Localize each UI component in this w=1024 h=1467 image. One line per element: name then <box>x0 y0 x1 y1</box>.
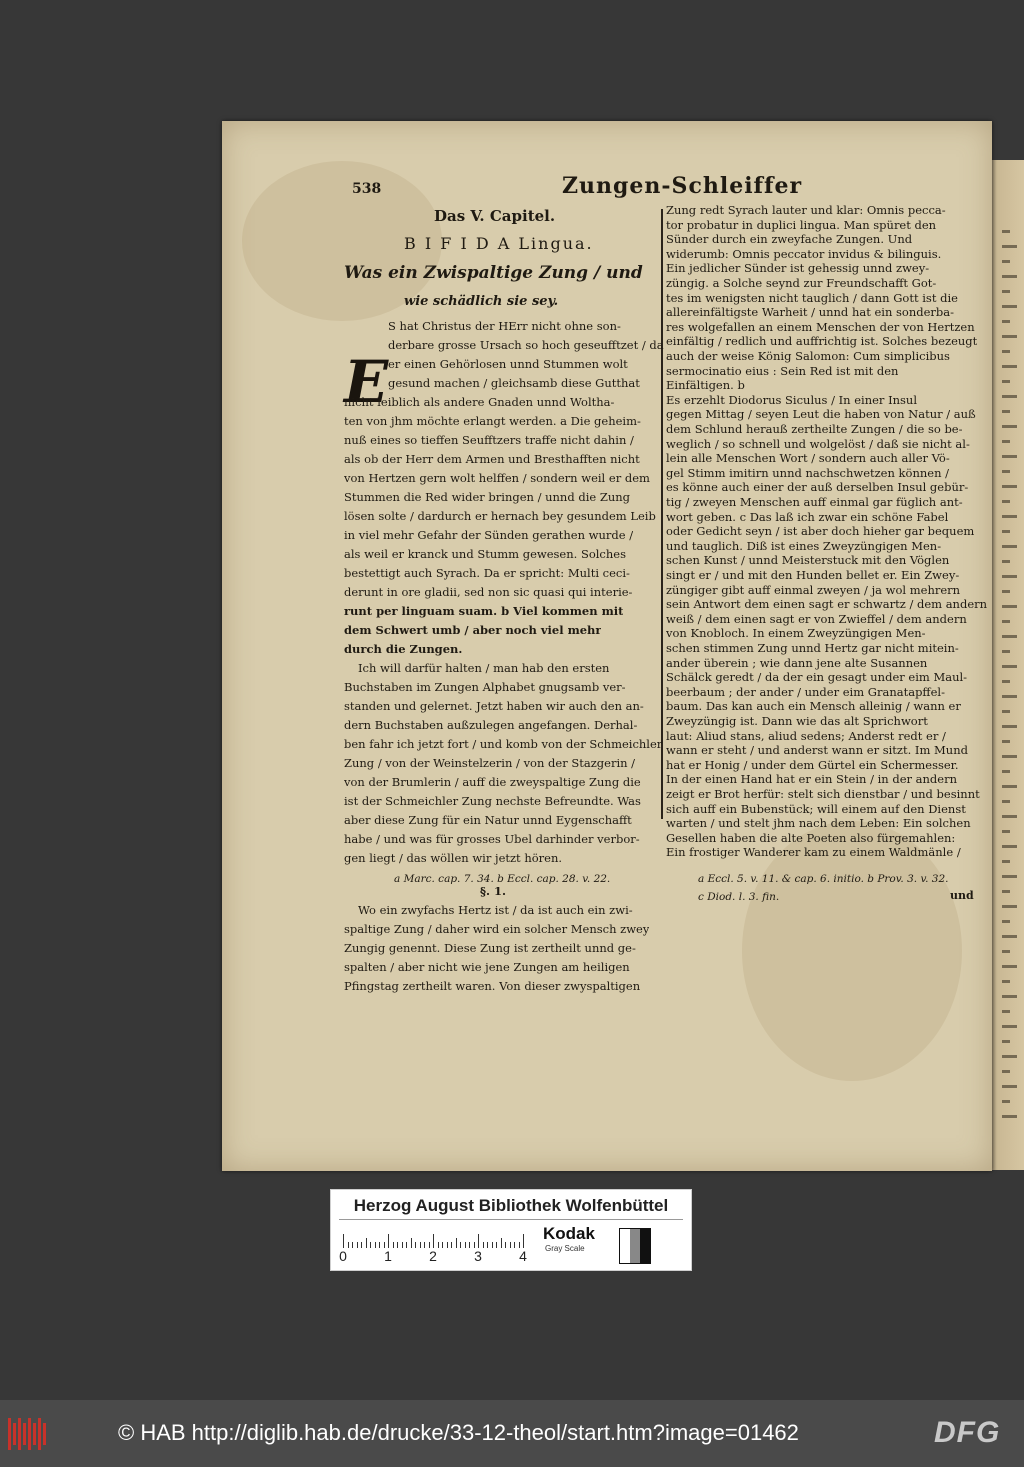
text-line: Pfingstag zertheilt waren. Von dieser zwyspaltigen <box>344 979 641 993</box>
text-fragment <box>1002 785 1017 788</box>
ruler-tick <box>352 1242 353 1248</box>
text-line: dem Schwert umb / aber noch viel mehr <box>344 623 602 637</box>
text-line: spalten / aber nicht wie jene Zungen am heiligen <box>344 960 630 974</box>
text-line: widerumb: Omnis peccator invidus & bilinguis. <box>666 246 942 261</box>
text-line: zeigt er Brot herfür: stelt sich dienstbar / und besinnt <box>666 787 980 801</box>
text-fragment <box>1002 500 1010 503</box>
text-fragment <box>1002 470 1010 473</box>
text-fragment <box>1002 380 1010 383</box>
text-line: sermocinatio eius : Sein Red ist mit den <box>666 363 899 378</box>
text-line: nuß eines so tieffen Seufftzers traffe nicht dahin / <box>344 433 634 447</box>
text-line: Gesellen haben die alte Poeten also fürgemahlen: <box>666 830 956 845</box>
text-fragment <box>1002 710 1010 713</box>
logo-stripe <box>38 1418 41 1450</box>
text-line: Schälck geredt / da der ein gesagt under eim Maul- <box>666 670 968 685</box>
text-line: als weil er kranck und Stumm gewesen. Solches <box>344 547 626 561</box>
logo-stripe <box>28 1418 31 1450</box>
ruler-tick <box>397 1242 398 1248</box>
text-fragment <box>1002 1040 1010 1043</box>
text-fragment <box>1002 455 1017 458</box>
text-line: In der einen Hand hat er ein Stein / in der andern <box>666 772 958 787</box>
ruler-tick <box>402 1242 403 1248</box>
text-line: allereinfältigste Warheit / unnd hat ein sonderba- <box>666 305 955 320</box>
text-fragment <box>1002 440 1010 443</box>
gray-scale-label: Gray Scale <box>545 1244 585 1253</box>
hab-barcode-logo-icon <box>8 1418 48 1450</box>
text-line: Buchstaben im Zungen Alphabet gnugsamb ver- <box>344 680 626 694</box>
text-fragment <box>1002 515 1017 518</box>
text-fragment <box>1002 230 1010 233</box>
text-fragment <box>1002 1085 1017 1088</box>
text-fragment <box>1002 305 1017 308</box>
ruler-number: 1 <box>384 1248 392 1264</box>
text-line: derbare grosse Ursach so hoch geseufftzet / da <box>388 338 664 352</box>
text-line: Stummen die Red wider bringen / unnd die Zung <box>344 490 631 504</box>
text-line: Sünder durch ein zweyfache Zungen. Und <box>666 232 913 247</box>
text-line: sein Antwort dem einen sagt er schwartz / dem andern <box>666 597 988 612</box>
text-line: in viel mehr Gefahr der Sünden gerathen wurde / <box>344 528 634 542</box>
text-fragment <box>1002 680 1010 683</box>
text-line: §. 1. <box>480 884 507 898</box>
text-fragment <box>1002 665 1017 668</box>
text-fragment <box>1002 575 1017 578</box>
text-line: er einen Gehörlosen unnd Stummen wolt <box>388 357 628 371</box>
ruler-tick <box>388 1234 389 1248</box>
copyright-link[interactable]: © HAB http://diglib.hab.de/drucke/33-12-theol/start.htm?image=01462 <box>118 1420 799 1445</box>
text-line: laut: Aliud stans, aliud sedens; Anderst redt er / <box>666 728 946 743</box>
text-fragment <box>1002 650 1010 653</box>
ruler-tick <box>447 1242 448 1248</box>
running-title: Zungen-Schleiffer <box>562 173 803 199</box>
text-line: Einfältigen. b <box>666 378 745 393</box>
text-line: züngiger gibt auff einmal zweyen / ja wol mehrern <box>666 582 961 597</box>
ruler-tick <box>460 1242 461 1248</box>
text-line: wann er steht / und anderst wann er sitzt. Im Mund <box>666 743 968 758</box>
footnote-right-1: a Eccl. 5. v. 11. & cap. 6. initio. b Prov. 3. v. 32. <box>698 873 949 885</box>
text-line: Ein jedlicher Sünder ist gehessig unnd zwey- <box>666 261 930 276</box>
text-line: warten / und stelt jhm nach dem Leben: Ein solchen <box>666 816 971 831</box>
logo-stripe <box>13 1423 16 1445</box>
text-line: Zungig genennt. Diese Zung ist zertheilt unnd ge- <box>344 941 636 955</box>
text-fragment <box>1002 485 1017 488</box>
text-fragment <box>1002 365 1017 368</box>
text-line: Wo ein zwyfachs Hertz ist / da ist auch ein zwi- <box>358 903 633 917</box>
text-fragment <box>1002 1070 1010 1073</box>
ruler-number: 0 <box>339 1248 347 1264</box>
ruler-tick <box>469 1242 470 1248</box>
text-fragment <box>1002 995 1017 998</box>
logo-stripe <box>8 1418 11 1450</box>
text-fragment <box>1002 740 1010 743</box>
text-fragment <box>1002 860 1010 863</box>
ruler-tick <box>357 1242 358 1248</box>
text-fragment <box>1002 335 1017 338</box>
ruler-tick <box>370 1242 371 1248</box>
column-divider <box>661 209 663 819</box>
ruler-tick <box>442 1242 443 1248</box>
text-line: und tauglich. Diß ist eines Zweyzüngigen Men- <box>666 538 942 553</box>
logo-stripe <box>43 1423 46 1445</box>
ruler-tick <box>456 1238 457 1248</box>
text-fragment <box>1002 1025 1017 1028</box>
text-fragment <box>1002 1010 1010 1013</box>
text-line: derunt in ore gladii, sed non sic quasi qui interie- <box>344 585 633 599</box>
text-line: res wolgefallen an einem Menschen der von Hertzen <box>666 319 975 334</box>
ruler-tick <box>523 1234 524 1248</box>
footnote-left: a Marc. cap. 7. 34. b Eccl. cap. 28. v. 22. <box>394 873 611 885</box>
ruler-number: 2 <box>429 1248 437 1264</box>
text-line: ben fahr ich jetzt fort / und komb von der Schmeichler <box>344 737 663 751</box>
text-line: sich auff ein Bubenstück; will einem auf den Dienst <box>666 801 966 816</box>
text-fragment <box>1002 725 1017 728</box>
ruler-tick <box>501 1238 502 1248</box>
logo-stripe <box>23 1423 26 1445</box>
text-line: Ich will darfür halten / man hab den ersten <box>358 661 610 675</box>
text-line: gegen Mittag / seyen Leut die haben von Natur / auß <box>666 407 976 422</box>
text-fragment <box>1002 620 1010 623</box>
logo-stripe <box>18 1418 21 1450</box>
logo-stripe <box>33 1423 36 1445</box>
text-line: runt per linguam suam. b Viel kommen mit <box>344 604 624 618</box>
kodak-label: Kodak <box>543 1224 595 1243</box>
text-fragment <box>1002 590 1010 593</box>
text-line: dern Buchstaben außzulegen angefangen. Derhal- <box>344 718 638 732</box>
text-fragment <box>1002 965 1017 968</box>
text-line: hat er Honig / under dem Gürtel ein Schermesser. <box>666 757 959 772</box>
text-fragment <box>1002 935 1017 938</box>
running-head <box>352 173 872 207</box>
text-fragment <box>1002 800 1010 803</box>
text-line: baum. Das kan auch ein Mensch alleinig / wann er <box>666 699 961 714</box>
ruler-tick <box>510 1242 511 1248</box>
text-line: ten von jhm möchte erlangt werden. a Die geheim- <box>344 414 641 428</box>
text-fragment <box>1002 350 1010 353</box>
text-line: Es erzehlt Diodorus Siculus / In einer Insul <box>666 392 918 407</box>
text-fragment <box>1002 755 1017 758</box>
text-fragment <box>1002 395 1017 398</box>
scale-ruler <box>339 1226 543 1266</box>
text-fragment <box>1002 1100 1010 1103</box>
text-line: Das V. Capitel. <box>434 207 556 225</box>
color-calibration-bar <box>330 1189 692 1271</box>
ruler-tick <box>406 1242 407 1248</box>
text-line: einfältig / redlich und auffrichtig ist. Solches bezeugt <box>666 334 978 349</box>
drop-capital: E <box>344 348 389 416</box>
text-line: tig / zweyen Menschen auff einmal gar füglich ant- <box>666 495 963 509</box>
text-line: lösen solte / dardurch er hernach bey gesundem Leib <box>344 509 656 523</box>
ruler-tick <box>375 1242 376 1248</box>
text-fragment <box>1002 290 1010 293</box>
ruler-tick <box>343 1234 344 1248</box>
text-line: von Knobloch. In einem Zweyzüngigen Men- <box>666 626 926 641</box>
text-line: durch die Zungen. <box>344 642 463 656</box>
text-line: B I F I D A Lingua. <box>404 234 594 253</box>
text-line: schen Kunst / unnd Meisterstuck mit den Vöglen <box>666 553 950 568</box>
text-line: züngig. a Solche seynd zur Freundschafft Got- <box>666 276 937 290</box>
ruler-tick <box>451 1242 452 1248</box>
ruler-tick <box>478 1234 479 1248</box>
text-fragment <box>1002 410 1010 413</box>
text-fragment <box>1002 320 1010 323</box>
text-fragment <box>1002 530 1010 533</box>
text-line: gesund machen / gleichsamb diese Gutthat <box>388 376 640 390</box>
ruler-tick <box>465 1242 466 1248</box>
ruler-tick <box>505 1242 506 1248</box>
catchword: und <box>950 889 974 902</box>
text-fragment <box>1002 920 1010 923</box>
text-fragment <box>1002 545 1017 548</box>
text-line: von Hertzen gern wolt helffen / sondern weil er dem <box>344 471 650 485</box>
ruler-tick <box>514 1242 515 1248</box>
text-line: Was ein Zwispaltige Zung / und <box>344 263 643 283</box>
text-fragment <box>1002 635 1017 638</box>
text-line: tes im wenigsten nicht tauglich / dann Gott ist die <box>666 290 958 305</box>
text-line: als ob der Herr dem Armen und Bresthafften nicht <box>344 452 640 466</box>
text-fragment <box>1002 425 1017 428</box>
page-number: 538 <box>352 181 382 197</box>
text-fragment <box>1002 1055 1017 1058</box>
next-page-edge <box>988 160 1024 1170</box>
footnote-right-2: c Diod. l. 3. fin. <box>698 891 780 903</box>
text-line: singt er / und mit den Hunden bellet er. Ein Zwey- <box>666 568 960 582</box>
text-line: tor probatur in duplici lingua. Man spüret den <box>666 217 937 232</box>
text-line: Ein frostiger Wanderer kam zu einem Waldmänle / <box>666 845 961 860</box>
text-fragment <box>1002 560 1010 563</box>
ruler-tick <box>433 1234 434 1248</box>
text-line: weiß / dem einen sagt er von Zwieffel / dem andern <box>666 611 967 626</box>
text-line: wort geben. c Das laß ich zwar ein schöne Fabel <box>666 509 949 524</box>
text-line: ander überein ; wie dann jene alte Susannen <box>666 655 928 670</box>
text-line: habe / und was für grosses Ubel darhinder verbor- <box>344 832 640 846</box>
text-line: spaltige Zung / daher wird ein solcher Mensch zwey <box>344 922 650 936</box>
text-fragment <box>1002 1115 1017 1118</box>
ruler-tick <box>492 1242 493 1248</box>
gray-patch <box>619 1228 651 1264</box>
ruler-tick <box>496 1242 497 1248</box>
text-line: gen liegt / das wöllen wir jetzt hören. <box>344 851 563 865</box>
text-fragment <box>1002 605 1017 608</box>
ruler-tick <box>420 1242 421 1248</box>
dfg-logo: DFG <box>934 1416 1001 1449</box>
text-line: Zung redt Syrach lauter und klar: Omnis pecca- <box>666 203 946 217</box>
text-line: auch der weise König Salomon: Cum simplicibus <box>666 349 950 363</box>
text-line: oder Gedicht seyn / ist aber doch hieher gar bequem <box>666 524 975 539</box>
text-line: Zweyzüngig ist. Dann wie das alt Sprichwort <box>666 714 928 728</box>
text-line: es könne auch einer der auß derselben Insul gebür- <box>666 480 969 495</box>
text-line: bestettigt auch Syrach. Da er spricht: Multi ceci- <box>344 566 630 580</box>
text-fragment <box>1002 275 1017 278</box>
text-fragment <box>1002 980 1010 983</box>
ruler-number: 3 <box>474 1248 482 1264</box>
ruler-tick <box>415 1242 416 1248</box>
text-fragment <box>1002 890 1010 893</box>
text-fragment <box>1002 815 1017 818</box>
ruler-tick <box>487 1242 488 1248</box>
text-fragment <box>1002 260 1010 263</box>
text-line: dem Schlund herauß zertheilte Zungen / die so be- <box>666 422 963 436</box>
book-page <box>222 121 992 1171</box>
text-fragment <box>1002 830 1010 833</box>
text-line: Zung / von der Weinstelzerin / von der Stazgerin / <box>344 756 636 770</box>
ruler-tick <box>424 1242 425 1248</box>
ruler-tick <box>361 1242 362 1248</box>
ruler-number: 4 <box>519 1248 527 1264</box>
text-fragment <box>1002 845 1017 848</box>
text-line: beerbaum ; der ander / under eim Granatapffel- <box>666 684 945 699</box>
text-line: aber diese Zung für ein Natur unnd Eygenschafft <box>344 813 632 827</box>
text-line: wie schädlich sie sey. <box>404 294 559 309</box>
text-line: ist der Schmeichler Zung nechste Befreundte. Was <box>344 794 641 808</box>
text-fragment <box>1002 905 1017 908</box>
text-line: standen und gelernet. Jetzt haben wir auch den an- <box>344 699 644 713</box>
ruler-tick <box>379 1242 380 1248</box>
text-fragment <box>1002 875 1017 878</box>
text-line: nicht leiblich als andere Gnaden unnd Woltha- <box>344 395 615 409</box>
text-line: von der Brumlerin / auff die zweyspaltige Zung die <box>344 775 641 789</box>
ruler-tick <box>366 1238 367 1248</box>
text-line: S hat Christus der HErr nicht ohne son- <box>388 319 621 333</box>
text-fragment <box>1002 770 1010 773</box>
text-line: lein alle Menschen Wort / sondern auch aller Vö- <box>666 451 950 466</box>
text-line: schen stimmen Zung unnd Hertz gar nicht mitein- <box>666 641 959 655</box>
ruler-tick <box>411 1238 412 1248</box>
text-fragment <box>1002 695 1017 698</box>
text-line: gel Stimm imitirn unnd nachschwetzen können / <box>666 465 950 480</box>
text-fragment <box>1002 245 1017 248</box>
text-fragment <box>1002 950 1010 953</box>
footer-bar <box>0 1400 1024 1467</box>
text-line: weglich / so schnell und wolgelöst / daß sie nicht al- <box>666 436 970 451</box>
library-name: Herzog August Bibliothek Wolfenbüttel <box>339 1196 683 1220</box>
